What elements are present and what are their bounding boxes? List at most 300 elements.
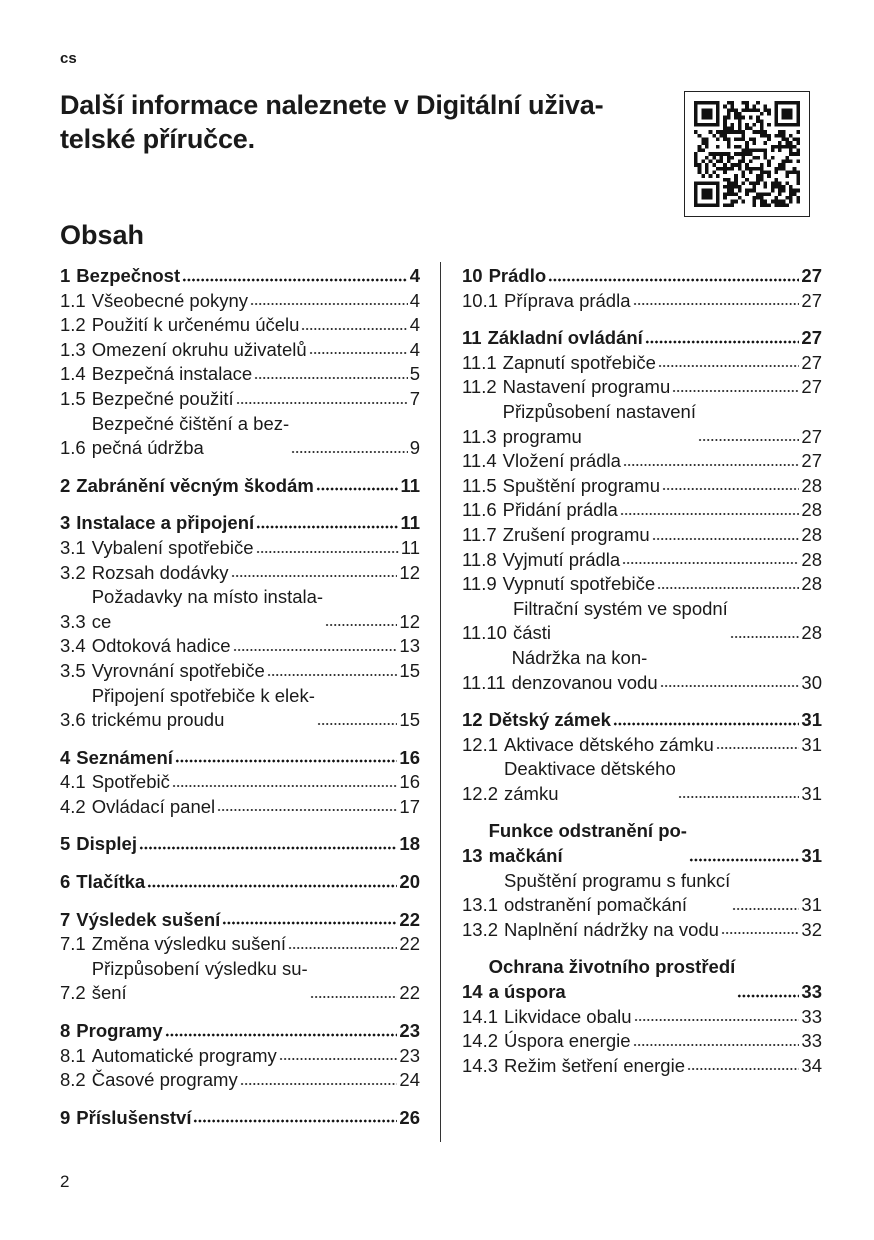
toc-entry-number: 11.3 [462, 425, 497, 447]
toc-section-entry[interactable] [462, 498, 822, 523]
toc-entry-page: 5 [409, 363, 420, 385]
toc-entry-page: 23 [399, 1044, 420, 1066]
toc-entry-page: 27 [801, 265, 822, 286]
toc-entry-page: 7 [409, 387, 420, 409]
toc-entry-title-line: denzovanou vodu [511, 671, 658, 693]
toc-entry-title-line: Použití k určenému účelu [91, 314, 300, 336]
toc-entry-number: 4 [60, 746, 71, 768]
toc-entry-title-line: Základní ovládání [487, 327, 643, 349]
toc-dot-leader [165, 1031, 398, 1038]
toc-entry-title-line: Přizpůsobení nastavení [502, 400, 696, 422]
toc-chapter [60, 474, 420, 499]
toc-entry-title-wrap [504, 1029, 801, 1054]
toc-entry-title-wrap [489, 264, 802, 289]
toc-entry-title [76, 908, 220, 933]
toc-entry-page: 33 [801, 981, 822, 1003]
toc-entry-number: 11.5 [462, 474, 497, 496]
toc-chapter [60, 908, 420, 1006]
toc-entry-title [76, 746, 173, 771]
toc-entry-title [503, 449, 621, 474]
toc-entry-title [92, 585, 323, 634]
toc-entry-title [92, 659, 265, 684]
toc-entry-title-line: Instalace a připojení [76, 512, 255, 534]
toc-entry-page: 27 [801, 376, 822, 398]
toc-entry-title [504, 1005, 632, 1030]
toc-section-entry[interactable] [60, 387, 420, 412]
toc-entry-title-line: Zabránění věcným škodám [76, 474, 314, 496]
toc-dot-leader [548, 276, 799, 283]
toc-dot-leader [236, 399, 408, 406]
toc-entry-title-line: Prádlo [488, 265, 547, 286]
toc-entry-title-line: Vyrovnání spotřebiče [91, 659, 265, 681]
toc-entry-title-line: Spuštění programu s funkcí [504, 869, 731, 891]
toc-chapter-entry[interactable] [60, 1106, 420, 1131]
toc-entry-title-wrap [76, 870, 399, 895]
toc-entry-title-wrap [76, 474, 400, 499]
toc-entry-number: 3.4 [60, 635, 86, 657]
toc-entry-title-line: odstranění pomačkání [504, 894, 688, 916]
toc-entry-page: 22 [399, 908, 420, 930]
toc-entry-title-wrap [92, 659, 400, 684]
toc-dot-leader [732, 905, 799, 912]
toc-title: Obsah [60, 220, 145, 250]
toc-dot-leader [256, 548, 399, 555]
toc-entry-number: 14.2 [462, 1030, 499, 1052]
toc-entry-number: 11 [462, 327, 482, 349]
toc-entry-title-wrap [504, 733, 801, 758]
toc-entry-title [92, 387, 234, 412]
toc-entry-title-line: Přizpůsobení výsledku su- [91, 957, 308, 979]
toc-section-entry[interactable] [60, 585, 420, 634]
toc-dot-leader [662, 485, 799, 492]
toc-entry-title-line: Úspora energie [504, 1030, 631, 1052]
toc-entry-title-wrap [503, 572, 802, 597]
toc-dot-leader [316, 485, 399, 492]
toc-entry-number: 2 [60, 474, 71, 496]
toc-entry-title [513, 597, 728, 646]
digital-manual-headline [60, 88, 660, 156]
toc-section-entry[interactable] [60, 1068, 420, 1093]
toc-entry-title-line: Omezení okruhu uživatelů [91, 338, 307, 360]
toc-entry-number: 9 [60, 1106, 71, 1128]
toc-section-entry[interactable] [60, 536, 420, 561]
toc-entry-title [92, 1044, 277, 1069]
toc-entry-number: 5 [60, 833, 71, 855]
toc-entry-title [503, 474, 660, 499]
toc-section-entry[interactable] [462, 375, 822, 400]
toc-dot-leader [657, 584, 799, 591]
toc-entry-title-wrap [92, 412, 410, 461]
toc-entry-title-wrap [92, 795, 400, 820]
toc-entry-number: 13.1 [462, 894, 499, 916]
toc-dot-leader [687, 1065, 799, 1072]
toc-chapter [60, 1019, 420, 1093]
toc-entry-title-wrap [503, 351, 802, 376]
toc-entry-title [504, 869, 730, 918]
toc-entry-title-line: Ovládací panel [91, 795, 216, 817]
toc-section-entry[interactable] [462, 1005, 822, 1030]
toc-entry-title-line: programu [502, 425, 582, 447]
toc-entry-title-line: trickému proudu [91, 709, 225, 731]
toc-entry-title-line: Ochrana životního prostředí [488, 956, 736, 978]
toc-section-entry[interactable] [462, 869, 822, 918]
toc-chapter-entry[interactable] [60, 832, 420, 857]
toc-entry-title-wrap [92, 313, 410, 338]
toc-chapter [60, 264, 420, 461]
qr-code-icon [694, 101, 800, 207]
toc-entry-title-line: zámku [504, 782, 559, 804]
toc-dot-leader [620, 510, 800, 517]
qr-code[interactable] [684, 91, 810, 217]
headline-line: Další informace naleznete v Digitální uživa- [60, 90, 604, 120]
toc-entry-number: 11.7 [462, 523, 497, 545]
toc-entry-title [92, 412, 289, 461]
toc-entry-title-line: Rozsah dodávky [91, 561, 229, 583]
toc-entry-title-line: Tlačítka [76, 871, 146, 893]
toc-chapter [462, 264, 822, 313]
toc-entry-page: 31 [801, 782, 822, 804]
toc-dot-leader [217, 806, 397, 813]
toc-entry-number: 11.2 [462, 376, 497, 398]
toc-section-entry[interactable] [60, 362, 420, 387]
toc-entry-title-wrap [76, 511, 400, 536]
toc-dot-leader [730, 633, 800, 640]
toc-dot-leader [182, 276, 408, 283]
toc-section-entry[interactable] [462, 351, 822, 376]
toc-entry-title [92, 684, 315, 733]
toc-entry-title [512, 646, 658, 695]
toc-entry-page: 16 [399, 771, 420, 793]
toc-entry-number: 3.6 [60, 709, 86, 731]
toc-entry-number: 4.1 [60, 771, 86, 793]
toc-entry-number: 10 [462, 265, 483, 286]
toc-entry-page: 4 [409, 289, 420, 311]
toc-entry-title-wrap [513, 597, 801, 646]
toc-entry-title-wrap [503, 498, 802, 523]
toc-section-entry[interactable] [462, 449, 822, 474]
toc-chapter-entry[interactable] [462, 819, 822, 868]
toc-dot-leader [291, 448, 408, 455]
toc-entry-number: 14.3 [462, 1054, 499, 1076]
toc-entry-title-line: Seznámení [76, 746, 173, 768]
toc-dot-leader [233, 646, 398, 653]
toc-entry-title-line: Režim šetření energie [504, 1054, 685, 1076]
toc-dot-leader [716, 744, 800, 751]
toc-section-entry[interactable] [462, 646, 822, 695]
toc-entry-title-line: Přidání prádla [502, 499, 618, 521]
toc-entry-title-wrap [92, 1044, 400, 1069]
toc-entry-title-line: části [512, 622, 551, 644]
toc-entry-page: 4 [409, 338, 420, 360]
toc-section-entry[interactable] [60, 770, 420, 795]
toc-section-entry[interactable] [60, 684, 420, 733]
toc-chapter-entry[interactable] [60, 1019, 420, 1044]
toc-column-left [60, 264, 420, 1143]
toc-dot-leader [231, 572, 398, 579]
toc-entry-title-wrap [92, 387, 410, 412]
toc-chapter [60, 1106, 420, 1131]
toc-dot-leader [254, 374, 408, 381]
toc-section-entry[interactable] [462, 1054, 822, 1079]
toc-entry-title-wrap [503, 474, 802, 499]
toc-entry-number: 11.4 [462, 450, 497, 472]
toc-section-entry[interactable] [60, 795, 420, 820]
toc-entry-title [76, 1019, 162, 1044]
toc-dot-leader [325, 621, 397, 628]
toc-chapter-entry[interactable] [60, 870, 420, 895]
toc-entry-page: 24 [399, 1069, 420, 1091]
toc-entry-page: 27 [801, 351, 822, 373]
toc-dot-leader [613, 720, 799, 727]
toc-entry-title-line: Všeobecné pokyny [91, 289, 249, 311]
toc-chapter-entry[interactable] [60, 908, 420, 933]
toc-entry-title [76, 264, 180, 289]
toc-entry-number: 12.1 [462, 733, 499, 755]
toc-dot-leader [279, 1055, 398, 1062]
toc-entry-title-line: Výsledek sušení [76, 908, 221, 930]
toc-dot-leader [256, 523, 398, 530]
toc-entry-title-line: Zapnutí spotřebiče [502, 351, 656, 373]
toc-section-entry[interactable] [462, 572, 822, 597]
toc-entry-title [504, 1029, 631, 1054]
toc-section-entry[interactable] [60, 659, 420, 684]
toc-chapter [462, 955, 822, 1078]
toc-entry-title-wrap [489, 955, 802, 1004]
toc-entry-page: 32 [801, 918, 822, 940]
toc-dot-leader [301, 325, 407, 332]
toc-section-entry[interactable] [462, 733, 822, 758]
toc-section-entry[interactable] [462, 1029, 822, 1054]
toc-entry-page: 23 [399, 1020, 420, 1042]
toc-entry-page: 30 [801, 671, 822, 693]
toc-entry-title-wrap [76, 1019, 399, 1044]
toc-entry-title [489, 708, 611, 733]
toc-section-entry[interactable] [462, 523, 822, 548]
toc-dot-leader [175, 757, 397, 764]
toc-section-entry[interactable] [60, 932, 420, 957]
toc-dot-leader [310, 993, 398, 1000]
toc-entry-title-line: Deaktivace dětského [504, 758, 676, 780]
toc-entry-number: 1.5 [60, 387, 86, 409]
toc-section-entry[interactable] [462, 548, 822, 573]
toc-entry-title [76, 1106, 191, 1131]
toc-entry-number: 1 [60, 265, 71, 286]
toc-entry-title-wrap [512, 646, 802, 695]
toc-entry-title-line: Automatické programy [91, 1044, 277, 1066]
toc-entry-number: 3.3 [60, 610, 86, 632]
toc-entry-page: 11 [400, 512, 420, 534]
toc-entry-title-wrap [503, 375, 802, 400]
toc-entry-title-wrap [76, 746, 399, 771]
headline-line: telské příručce. [60, 124, 255, 154]
toc-entry-page: 27 [801, 450, 822, 472]
toc-section-entry[interactable] [462, 597, 822, 646]
toc-entry-page: 33 [801, 1005, 822, 1027]
toc-entry-page: 22 [399, 933, 420, 955]
toc-entry-number: 11.9 [462, 573, 497, 595]
toc-entry-page: 11 [400, 474, 420, 496]
toc-entry-page: 12 [399, 610, 420, 632]
toc-column-right [462, 264, 822, 1091]
toc-entry-number: 3.5 [60, 659, 86, 681]
toc-entry-title-line: mačkání [488, 845, 563, 867]
toc-entry-title-line: Naplnění nádržky na vodu [504, 918, 719, 940]
toc-entry-number: 8 [60, 1020, 71, 1042]
toc-entry-number: 12.2 [462, 782, 499, 804]
toc-entry-number: 1.4 [60, 363, 86, 385]
toc-section-entry[interactable] [462, 400, 822, 449]
toc-section-entry[interactable] [60, 412, 420, 461]
toc-entry-title [92, 770, 170, 795]
toc-section-entry[interactable] [60, 289, 420, 314]
toc-section-entry[interactable] [60, 561, 420, 586]
toc-entry-title [504, 918, 719, 943]
toc-entry-title-line: Bezpečné čištění a bez- [91, 412, 290, 434]
toc-entry-title-line: Bezpečné použití [91, 387, 234, 409]
toc-entry-title-wrap [488, 326, 802, 351]
toc-entry-title-line: Vložení prádla [502, 450, 621, 472]
toc-entry-number: 11.1 [462, 351, 497, 373]
toc-entry-page: 4 [409, 265, 420, 286]
toc-entry-title-wrap [489, 819, 802, 868]
toc-entry-title-line: Časové programy [91, 1069, 238, 1091]
toc-entry-title [504, 1054, 685, 1079]
toc-entry-title-line: šení [91, 982, 127, 1004]
toc-entry-number: 3 [60, 512, 71, 534]
toc-dot-leader [250, 300, 408, 307]
toc-dot-leader [721, 929, 799, 936]
toc-entry-title-wrap [503, 523, 802, 548]
toc-entry-title-line: Bezpečná instalace [91, 363, 253, 385]
toc-entry-page: 27 [801, 289, 822, 311]
toc-entry-page: 11 [400, 536, 420, 558]
toc-entry-title-wrap [503, 548, 802, 573]
toc-entry-number: 10.1 [462, 289, 499, 311]
toc-entry-title [76, 870, 145, 895]
toc-dot-leader [623, 461, 800, 468]
toc-dot-leader [645, 338, 800, 345]
toc-section-entry[interactable] [60, 313, 420, 338]
toc-section-entry[interactable] [462, 289, 822, 314]
toc-entry-page: 31 [801, 733, 822, 755]
toc-chapter-entry[interactable] [462, 326, 822, 351]
toc-entry-page: 28 [801, 548, 822, 570]
toc-dot-leader [634, 1016, 800, 1023]
toc-entry-title-wrap [92, 585, 400, 634]
toc-entry-title-wrap [92, 684, 400, 733]
toc-section-entry[interactable] [462, 757, 822, 806]
toc-entry-page: 31 [801, 894, 822, 916]
toc-entry-title-wrap [504, 289, 801, 314]
toc-chapter [462, 326, 822, 695]
toc-chapter-entry[interactable] [60, 511, 420, 536]
toc-entry-page: 16 [399, 746, 420, 768]
language-code: cs [60, 50, 77, 67]
toc-entry-title-line: Vyjmutí prádla [502, 548, 621, 570]
toc-dot-leader [633, 1041, 800, 1048]
toc-dot-leader [222, 919, 397, 926]
toc-entry-title-line: Změna výsledku sušení [91, 933, 287, 955]
toc-entry-title-wrap [76, 832, 399, 857]
toc-chapter-entry[interactable] [60, 746, 420, 771]
toc-entry-number: 1.1 [60, 289, 86, 311]
toc-entry-page: 34 [801, 1054, 822, 1076]
toc-entry-page: 12 [399, 561, 420, 583]
toc-entry-title [503, 523, 650, 548]
toc-chapter-entry[interactable] [462, 264, 822, 289]
toc-entry-title-wrap [76, 1106, 399, 1131]
toc-entry-title-wrap [92, 362, 410, 387]
toc-dot-leader [658, 362, 800, 369]
toc-entry-title-wrap [76, 908, 399, 933]
toc-section-entry[interactable] [462, 474, 822, 499]
toc-entry-title [92, 1068, 238, 1093]
toc-dot-leader [660, 682, 800, 689]
toc-entry-number: 3.2 [60, 561, 86, 583]
toc-entry-title [503, 498, 618, 523]
toc-entry-title [76, 474, 314, 499]
toc-entry-page: 28 [801, 523, 822, 545]
toc-entry-title [92, 313, 300, 338]
toc-entry-title [92, 362, 252, 387]
toc-entry-title [76, 832, 137, 857]
toc-entry-page: 28 [801, 622, 822, 644]
toc-entry-title-line: Připojení spotřebiče k elek- [91, 684, 315, 706]
toc-chapter [60, 511, 420, 732]
toc-chapter-entry[interactable] [60, 264, 420, 289]
toc-entry-title-line: Aktivace dětského zámku [504, 733, 714, 755]
toc-chapter-entry[interactable] [462, 708, 822, 733]
toc-entry-title [503, 548, 621, 573]
toc-entry-title [92, 795, 215, 820]
toc-section-entry[interactable] [60, 1044, 420, 1069]
toc-dot-leader [288, 944, 397, 951]
toc-dot-leader [193, 1117, 397, 1124]
toc-entry-title-line: Nastavení programu [502, 376, 671, 398]
toc-dot-leader [672, 387, 799, 394]
toc-entry-title-line: Displej [76, 833, 137, 855]
toc-entry-title [503, 572, 656, 597]
toc-entry-number: 1.6 [60, 437, 86, 459]
toc-entry-page: 18 [399, 833, 420, 855]
toc-entry-title-wrap [92, 561, 400, 586]
toc-entry-page: 31 [801, 709, 822, 731]
toc-section-entry[interactable] [60, 338, 420, 363]
toc-chapter [60, 746, 420, 820]
toc-chapter-entry[interactable] [462, 955, 822, 1004]
toc-entry-title [92, 289, 248, 314]
toc-chapter-entry[interactable] [60, 474, 420, 499]
toc-entry-title-wrap [504, 918, 801, 943]
toc-dot-leader [633, 300, 800, 307]
toc-entry-title-wrap [504, 869, 801, 918]
toc-entry-title-line: ce [91, 610, 112, 632]
toc-section-entry[interactable] [60, 957, 420, 1006]
toc-section-entry[interactable] [60, 634, 420, 659]
toc-entry-title-line: Bezpečnost [76, 265, 181, 286]
toc-entry-title [503, 400, 696, 449]
toc-entry-page: 28 [801, 474, 822, 496]
toc-section-entry[interactable] [462, 918, 822, 943]
toc-dot-leader [689, 856, 799, 863]
toc-chapter [462, 708, 822, 806]
toc-entry-number: 8.1 [60, 1044, 86, 1066]
toc-entry-title [76, 511, 254, 536]
toc-entry-number: 1.2 [60, 314, 86, 336]
toc-entry-title-wrap [504, 757, 801, 806]
toc-entry-number: 3.1 [60, 536, 86, 558]
toc-entry-title-wrap [76, 264, 409, 289]
